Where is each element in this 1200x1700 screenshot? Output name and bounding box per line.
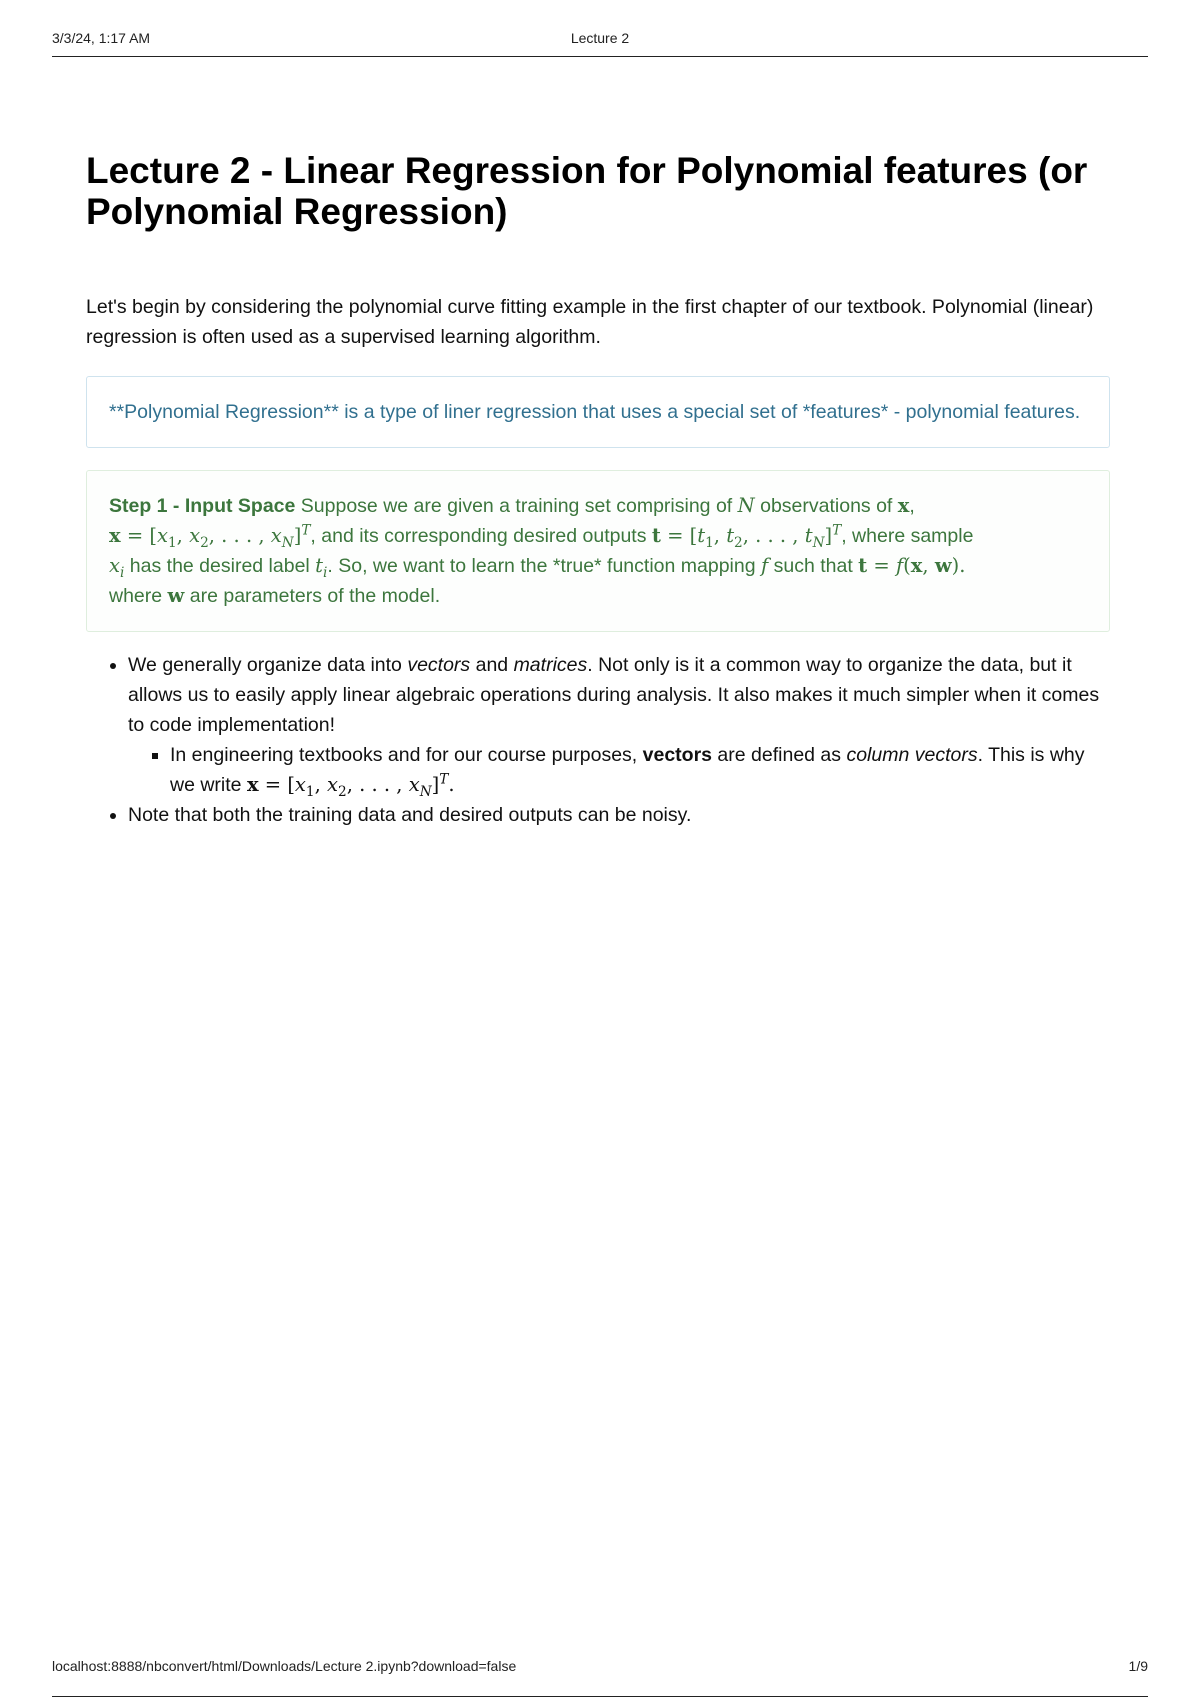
print-date: 3/3/24, 1:17 AM (52, 30, 151, 46)
print-header (52, 26, 1148, 57)
print-url: localhost:8888/nbconvert/html/Downloads/Lecture 2.ipynb?download=false (52, 1658, 517, 1674)
print-footer (52, 1650, 1148, 1700)
step-text-9: are parameters of the model. (184, 585, 441, 607)
info-box-text: **Polynomial Regression** is a type of liner regression that uses a special set of *features* - polynomial features. (109, 401, 1081, 423)
sub-list (128, 740, 1110, 800)
step-heading: Step 1 - Input Space (109, 495, 296, 517)
bullet-list (86, 650, 1110, 830)
sub-list-item: ▪ In engineering textbooks and for our course purposes, vectors are defined as column vectors. This is why we write $x = [x_1$, $x_2$, . . . , $x_N]^T$. (170, 740, 1110, 800)
math-N: N (737, 494, 755, 517)
list-item: • We generally organize data into vectors and matrices. Not only is it a common way to organize the data, but it allows us to easily apply linear algebraic operations during analysis. It also makes it much simpler when it comes to code implementation! ▪ In engineering textbooks and for our course purposes, vectors are defined as column vectors. This is why we write $x = [x_1$, $x_2$, . . . , $x_N]^T$. (128, 650, 1110, 800)
math-x-vector: $x = [x_1$, $x_2$, . . . , $x_N]^T$ (109, 522, 311, 551)
strong-vectors: vectors (642, 744, 713, 766)
emphasis-vectors: vectors (407, 654, 471, 676)
math-x-vector-2: $x = [x_1$, $x_2$, . . . , $x_N]^T$. (246, 771, 455, 800)
info-box (86, 376, 1110, 448)
math-f: f (760, 554, 769, 577)
footer-divider (52, 1696, 1148, 1697)
page-number: 1/9 (1128, 1658, 1148, 1674)
math-ti: $t_i$ (315, 554, 328, 581)
intro-paragraph: Let's begin by considering the polynomial curve fitting example in the first chapter of our textbook. Polynomial (linear) regression is often used as a supervised learning algorithm. (86, 296, 1094, 348)
math-x: x (897, 494, 910, 517)
emphasis-column-vectors: column vectors (846, 744, 978, 766)
math-w: w (167, 584, 185, 607)
math-xi: $x_i$ (109, 554, 125, 581)
step-text-2: observations of (754, 495, 898, 517)
step-text-6: . So, we want to learn the *true* function mapping (327, 555, 761, 577)
math-t-vector: $t = [t_1$, $t_2$, . . . , $t_N]^T$ (651, 522, 842, 551)
notebook-content (86, 150, 1110, 830)
step-text-7: such that (768, 555, 859, 577)
step-text-5: has the desired label (124, 555, 316, 577)
step-box: Step 1 - Input Space Suppose we are given a training set comprising of N observations of x, $x = [x_1$, $x_2$, . . . , $x_N]^T$, and its corresponding desired outputs $t = [t_1$, $t_2$, . . . , $t_N]^T$, where sample $x_i$ has the desired label $t_i$. So, we want to learn the *true* function mapping f such that t = f(x, w). where w are parameters of the model. (86, 470, 1110, 632)
page-title: Lecture 2 - Linear Regression for Polynomial features (or Polynomial Regression) (86, 150, 1088, 232)
list-item: • Note that both the training data and desired outputs can be noisy. (128, 800, 1110, 830)
step-text-4: , where sample (841, 525, 974, 547)
math-t-equals-f: t = f(x, w). (858, 554, 966, 577)
step-text-8: where (109, 585, 168, 607)
emphasis-matrices: matrices (513, 654, 588, 676)
step-text-3: , and its corresponding desired outputs (310, 525, 652, 547)
step-text-1: Suppose we are given a training set comprising of (295, 495, 738, 517)
print-title: Lecture 2 (570, 30, 630, 46)
